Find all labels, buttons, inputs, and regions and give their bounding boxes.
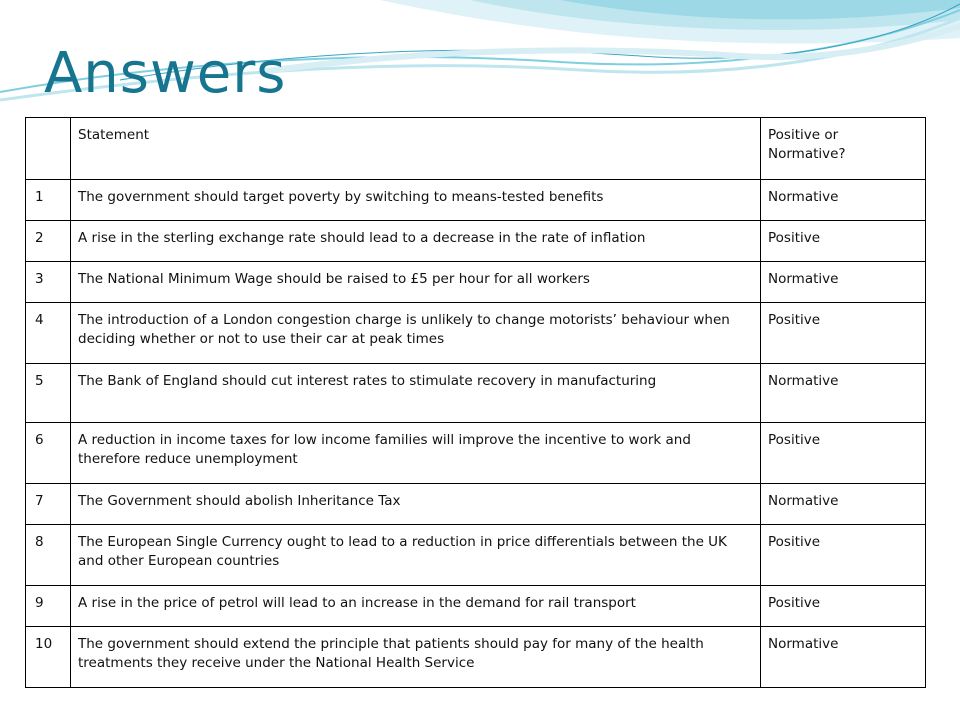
row-number-cell: 1 bbox=[26, 180, 71, 221]
row-type-cell: Positive bbox=[761, 221, 926, 262]
row-type-cell: Positive bbox=[761, 423, 926, 484]
row-number-cell: 5 bbox=[26, 364, 71, 423]
row-type-cell: Normative bbox=[761, 180, 926, 221]
answers-table bbox=[25, 117, 926, 688]
row-type-cell: Normative bbox=[761, 364, 926, 423]
row-statement-cell: A rise in the sterling exchange rate should lead to a decrease in the rate of inflation bbox=[71, 221, 761, 262]
row-statement-cell: The Government should abolish Inheritance Tax bbox=[71, 484, 761, 525]
row-number-cell: 10 bbox=[26, 627, 71, 688]
row-type-cell: Normative bbox=[761, 627, 926, 688]
table-row bbox=[26, 364, 926, 423]
table-row bbox=[26, 586, 926, 627]
page-title: Answers bbox=[44, 41, 287, 106]
row-number-cell: 4 bbox=[26, 303, 71, 364]
row-number-cell: 2 bbox=[26, 221, 71, 262]
row-statement-cell: The government should target poverty by switching to means-tested benefits bbox=[71, 180, 761, 221]
table-row bbox=[26, 303, 926, 364]
row-statement-cell: The introduction of a London congestion charge is unlikely to change motorists’ behaviour when deciding whether or not to use their car at peak times bbox=[71, 303, 761, 364]
row-statement-cell: The government should extend the principle that patients should pay for many of the health treatments they receive under the National Health Service bbox=[71, 627, 761, 688]
row-number-cell: 8 bbox=[26, 525, 71, 586]
row-number-cell: 6 bbox=[26, 423, 71, 484]
row-type-cell: Normative bbox=[761, 262, 926, 303]
table-row bbox=[26, 484, 926, 525]
table-row bbox=[26, 423, 926, 484]
table-row bbox=[26, 525, 926, 586]
table-row bbox=[26, 221, 926, 262]
row-number-cell: 9 bbox=[26, 586, 71, 627]
table-row bbox=[26, 627, 926, 688]
row-number-cell: 7 bbox=[26, 484, 71, 525]
table-row bbox=[26, 180, 926, 221]
row-statement-cell: A rise in the price of petrol will lead to an increase in the demand for rail transport bbox=[71, 586, 761, 627]
row-number-cell: 3 bbox=[26, 262, 71, 303]
header-number-cell bbox=[26, 118, 71, 180]
row-type-cell: Normative bbox=[761, 484, 926, 525]
header-statement-cell: Statement bbox=[71, 118, 761, 180]
row-statement-cell: The Bank of England should cut interest rates to stimulate recovery in manufacturing bbox=[71, 364, 761, 423]
row-type-cell: Positive bbox=[761, 303, 926, 364]
row-statement-cell: The National Minimum Wage should be raised to £5 per hour for all workers bbox=[71, 262, 761, 303]
row-statement-cell: A reduction in income taxes for low income families will improve the incentive to work and therefore reduce unemployment bbox=[71, 423, 761, 484]
table-row bbox=[26, 262, 926, 303]
header-type-cell: Positive or Normative? bbox=[761, 118, 926, 180]
table-header-row bbox=[26, 118, 926, 180]
row-type-cell: Positive bbox=[761, 525, 926, 586]
row-type-cell: Positive bbox=[761, 586, 926, 627]
row-statement-cell: The European Single Currency ought to lead to a reduction in price differentials between the UK and other European countries bbox=[71, 525, 761, 586]
